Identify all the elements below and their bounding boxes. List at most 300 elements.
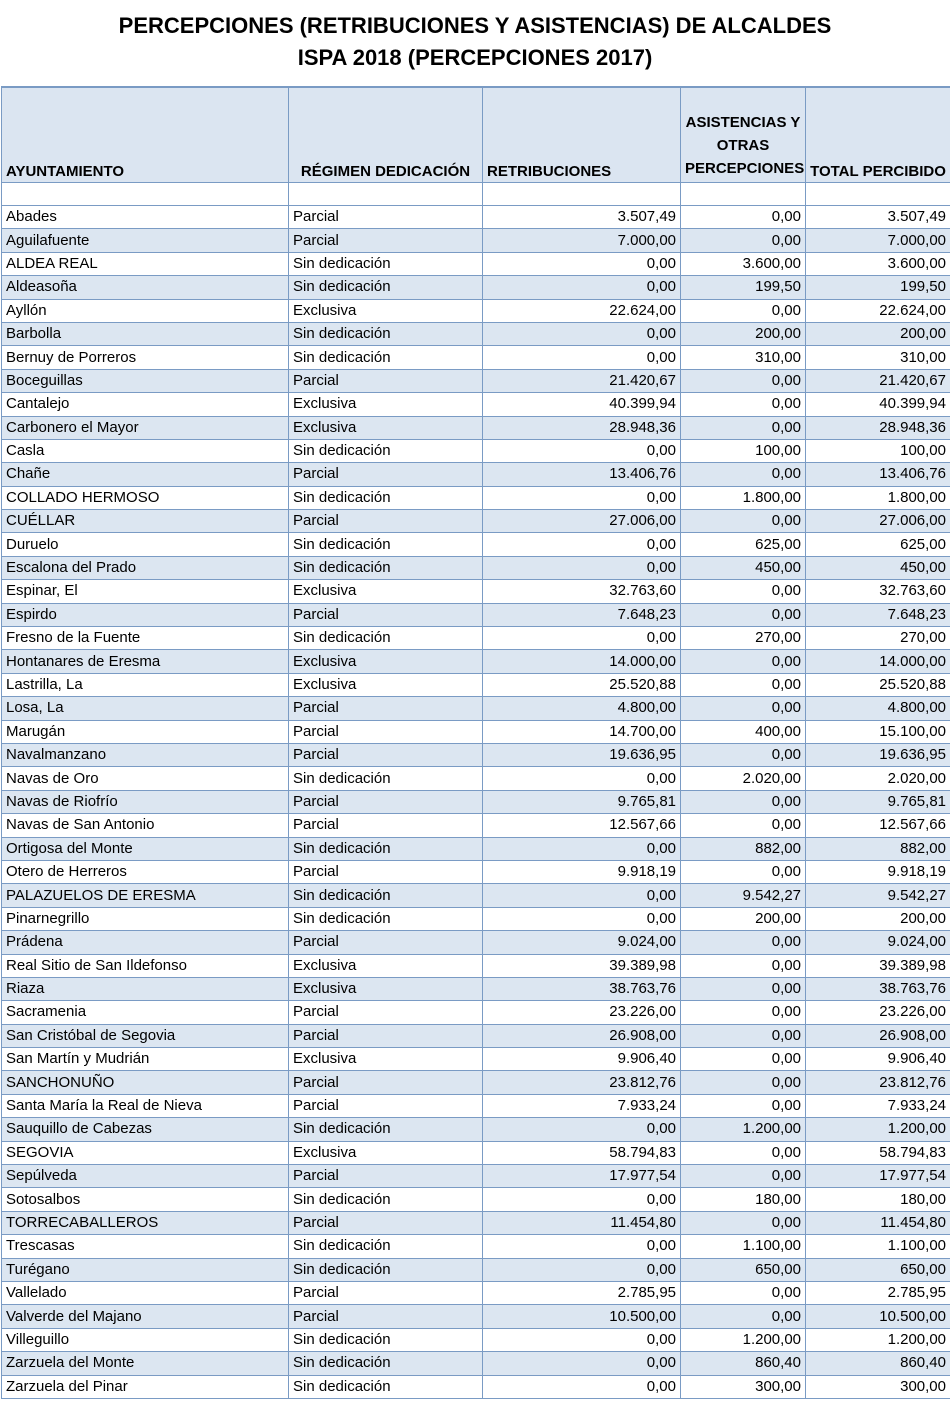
ayuntamiento-cell: Navas de San Antonio (2, 814, 289, 837)
retribuciones-cell: 9.765,81 (483, 790, 681, 813)
asistencias-cell: 1.800,00 (681, 486, 806, 509)
total-cell: 1.100,00 (806, 1235, 950, 1258)
regimen-cell: Parcial (289, 603, 483, 626)
ayuntamiento-cell: Barbolla (2, 322, 289, 345)
ayuntamiento-cell: Navas de Oro (2, 767, 289, 790)
table-row (2, 533, 950, 556)
document-subtitle: ISPA 2018 (PERCEPCIONES 2017) (297, 45, 653, 70)
retribuciones-cell: 9.024,00 (483, 931, 681, 954)
ayuntamiento-cell: Sauquillo de Cabezas (2, 1118, 289, 1141)
ayuntamiento-cell: Sotosalbos (2, 1188, 289, 1211)
retribuciones-cell: 13.406,76 (483, 463, 681, 486)
regimen-cell: Sin dedicación (289, 837, 483, 860)
asistencias-cell: 180,00 (681, 1188, 806, 1211)
total-cell: 1.800,00 (806, 486, 950, 509)
total-cell: 15.100,00 (806, 720, 950, 743)
table-row (2, 1328, 950, 1351)
table-row (2, 767, 950, 790)
asistencias-cell: 0,00 (681, 814, 806, 837)
asistencias-cell: 0,00 (681, 229, 806, 252)
table-row (2, 720, 950, 743)
asistencias-cell: 0,00 (681, 860, 806, 883)
ayuntamiento-cell: Chañe (2, 463, 289, 486)
regimen-cell: Sin dedicación (289, 1118, 483, 1141)
table-spacer-row (2, 183, 950, 206)
asistencias-cell: 0,00 (681, 697, 806, 720)
table-row (2, 1001, 950, 1024)
regimen-cell: Sin dedicación (289, 276, 483, 299)
asistencias-cell: 0,00 (681, 603, 806, 626)
asistencias-cell: 300,00 (681, 1375, 806, 1398)
regimen-cell: Parcial (289, 1024, 483, 1047)
asistencias-cell: 9.542,27 (681, 884, 806, 907)
retribuciones-cell: 27.006,00 (483, 510, 681, 533)
regimen-cell: Sin dedicación (289, 556, 483, 579)
table-row (2, 1071, 950, 1094)
total-cell: 882,00 (806, 837, 950, 860)
total-cell: 19.636,95 (806, 743, 950, 766)
regimen-cell: Parcial (289, 1305, 483, 1328)
retribuciones-cell: 0,00 (483, 486, 681, 509)
regimen-cell: Parcial (289, 790, 483, 813)
table-row (2, 1258, 950, 1281)
table-row (2, 650, 950, 673)
retribuciones-cell: 4.800,00 (483, 697, 681, 720)
ayuntamiento-cell: Espinar, El (2, 580, 289, 603)
total-cell: 310,00 (806, 346, 950, 369)
total-cell: 40.399,94 (806, 393, 950, 416)
regimen-cell: Parcial (289, 697, 483, 720)
total-cell: 39.389,98 (806, 954, 950, 977)
asistencias-cell: 0,00 (681, 463, 806, 486)
retribuciones-cell: 22.624,00 (483, 299, 681, 322)
ayuntamiento-cell: Valverde del Majano (2, 1305, 289, 1328)
table-row (2, 884, 950, 907)
regimen-cell: Exclusiva (289, 650, 483, 673)
regimen-cell: Parcial (289, 1165, 483, 1188)
ayuntamiento-cell: Sepúlveda (2, 1165, 289, 1188)
regimen-cell: Exclusiva (289, 299, 483, 322)
ayuntamiento-cell: Espirdo (2, 603, 289, 626)
retribuciones-cell: 0,00 (483, 1328, 681, 1351)
table-row (2, 486, 950, 509)
ayuntamiento-cell: COLLADO HERMOSO (2, 486, 289, 509)
table-row (2, 603, 950, 626)
asistencias-cell: 100,00 (681, 439, 806, 462)
table-row (2, 977, 950, 1000)
ayuntamiento-cell: Riaza (2, 977, 289, 1000)
ayuntamiento-cell: Real Sitio de San Ildefonso (2, 954, 289, 977)
ayuntamiento-cell: Zarzuela del Pinar (2, 1375, 289, 1398)
total-cell: 1.200,00 (806, 1328, 950, 1351)
asistencias-cell: 3.600,00 (681, 252, 806, 275)
retribuciones-cell: 0,00 (483, 346, 681, 369)
table-row (2, 510, 950, 533)
regimen-cell: Parcial (289, 860, 483, 883)
asistencias-cell: 0,00 (681, 1048, 806, 1071)
regimen-cell: Exclusiva (289, 673, 483, 696)
asistencias-cell: 0,00 (681, 580, 806, 603)
total-cell: 199,50 (806, 276, 950, 299)
table-row (2, 837, 950, 860)
ayuntamiento-cell: SANCHONUÑO (2, 1071, 289, 1094)
retribuciones-cell: 0,00 (483, 1118, 681, 1141)
ayuntamiento-cell: Ortigosa del Monte (2, 837, 289, 860)
total-cell: 12.567,66 (806, 814, 950, 837)
retribuciones-cell: 28.948,36 (483, 416, 681, 439)
table-row (2, 1118, 950, 1141)
retribuciones-cell: 0,00 (483, 767, 681, 790)
regimen-cell: Sin dedicación (289, 322, 483, 345)
asistencias-cell: 0,00 (681, 931, 806, 954)
total-cell: 300,00 (806, 1375, 950, 1398)
asistencias-cell: 0,00 (681, 1094, 806, 1117)
regimen-cell: Sin dedicación (289, 767, 483, 790)
retribuciones-cell: 17.977,54 (483, 1165, 681, 1188)
retribuciones-cell: 26.908,00 (483, 1024, 681, 1047)
retribuciones-cell: 10.500,00 (483, 1305, 681, 1328)
ayuntamiento-cell: Cantalejo (2, 393, 289, 416)
asistencias-cell: 0,00 (681, 790, 806, 813)
table-row (2, 954, 950, 977)
retribuciones-cell: 0,00 (483, 1258, 681, 1281)
ayuntamiento-cell: Escalona del Prado (2, 556, 289, 579)
regimen-cell: Exclusiva (289, 580, 483, 603)
total-cell: 23.226,00 (806, 1001, 950, 1024)
ayuntamiento-cell: Trescasas (2, 1235, 289, 1258)
retribuciones-cell: 14.000,00 (483, 650, 681, 673)
regimen-cell: Exclusiva (289, 393, 483, 416)
table-row (2, 463, 950, 486)
regimen-cell: Parcial (289, 229, 483, 252)
table-body (2, 183, 950, 1399)
asistencias-cell: 0,00 (681, 369, 806, 392)
retribuciones-cell: 0,00 (483, 907, 681, 930)
asistencias-cell: 0,00 (681, 1165, 806, 1188)
ayuntamiento-cell: Prádena (2, 931, 289, 954)
table-row (2, 743, 950, 766)
total-cell: 26.908,00 (806, 1024, 950, 1047)
table-row (2, 627, 950, 650)
retribuciones-cell: 0,00 (483, 252, 681, 275)
asistencias-cell: 200,00 (681, 322, 806, 345)
ayuntamiento-cell: Carbonero el Mayor (2, 416, 289, 439)
ayuntamiento-cell: ALDEA REAL (2, 252, 289, 275)
regimen-cell: Sin dedicación (289, 1328, 483, 1351)
table-row (2, 1211, 950, 1234)
ayuntamiento-cell: Marugán (2, 720, 289, 743)
retribuciones-cell: 23.812,76 (483, 1071, 681, 1094)
retribuciones-cell: 25.520,88 (483, 673, 681, 696)
total-cell: 200,00 (806, 907, 950, 930)
asistencias-cell: 0,00 (681, 1211, 806, 1234)
ayuntamiento-cell: Santa María la Real de Nieva (2, 1094, 289, 1117)
table-header-row (2, 87, 950, 183)
column-header-regimen: RÉGIMEN DEDICACIÓN (289, 87, 483, 183)
regimen-cell: Parcial (289, 1281, 483, 1304)
regimen-cell: Parcial (289, 1094, 483, 1117)
regimen-cell: Parcial (289, 1001, 483, 1024)
retribuciones-cell: 0,00 (483, 276, 681, 299)
asistencias-cell: 860,40 (681, 1352, 806, 1375)
regimen-cell: Exclusiva (289, 954, 483, 977)
regimen-cell: Exclusiva (289, 416, 483, 439)
table-row (2, 814, 950, 837)
regimen-cell: Parcial (289, 510, 483, 533)
retribuciones-cell: 40.399,94 (483, 393, 681, 416)
ayuntamiento-cell: Abades (2, 206, 289, 229)
total-cell: 7.000,00 (806, 229, 950, 252)
table-row (2, 673, 950, 696)
retribuciones-cell: 0,00 (483, 837, 681, 860)
retribuciones-cell: 9.918,19 (483, 860, 681, 883)
total-cell: 1.200,00 (806, 1118, 950, 1141)
asistencias-cell: 310,00 (681, 346, 806, 369)
retribuciones-cell: 38.763,76 (483, 977, 681, 1000)
total-cell: 180,00 (806, 1188, 950, 1211)
regimen-cell: Parcial (289, 1211, 483, 1234)
retribuciones-cell: 32.763,60 (483, 580, 681, 603)
retribuciones-cell: 7.933,24 (483, 1094, 681, 1117)
retribuciones-cell: 7.648,23 (483, 603, 681, 626)
retribuciones-cell: 7.000,00 (483, 229, 681, 252)
ayuntamiento-cell: Pinarnegrillo (2, 907, 289, 930)
table-row (2, 1188, 950, 1211)
regimen-cell: Parcial (289, 814, 483, 837)
asistencias-cell: 0,00 (681, 299, 806, 322)
retribuciones-cell: 19.636,95 (483, 743, 681, 766)
table-row (2, 580, 950, 603)
ayuntamiento-cell: Fresno de la Fuente (2, 627, 289, 650)
table-row (2, 299, 950, 322)
ayuntamiento-cell: Sacramenia (2, 1001, 289, 1024)
table-row (2, 1235, 950, 1258)
regimen-cell: Exclusiva (289, 1048, 483, 1071)
table-row (2, 1305, 950, 1328)
regimen-cell: Exclusiva (289, 1141, 483, 1164)
total-cell: 13.406,76 (806, 463, 950, 486)
asistencias-cell: 0,00 (681, 206, 806, 229)
total-cell: 10.500,00 (806, 1305, 950, 1328)
regimen-cell: Sin dedicación (289, 486, 483, 509)
ayuntamiento-cell: Vallelado (2, 1281, 289, 1304)
retribuciones-cell: 23.226,00 (483, 1001, 681, 1024)
asistencias-cell: 270,00 (681, 627, 806, 650)
asistencias-cell: 650,00 (681, 1258, 806, 1281)
total-cell: 25.520,88 (806, 673, 950, 696)
total-cell: 38.763,76 (806, 977, 950, 1000)
asistencias-cell: 0,00 (681, 977, 806, 1000)
regimen-cell: Parcial (289, 369, 483, 392)
regimen-cell: Sin dedicación (289, 439, 483, 462)
total-cell: 21.420,67 (806, 369, 950, 392)
retribuciones-cell: 2.785,95 (483, 1281, 681, 1304)
table-row (2, 556, 950, 579)
ayuntamiento-cell: Navas de Riofrío (2, 790, 289, 813)
retribuciones-cell: 0,00 (483, 322, 681, 345)
asistencias-cell: 0,00 (681, 1305, 806, 1328)
total-cell: 2.785,95 (806, 1281, 950, 1304)
ayuntamiento-cell: Otero de Herreros (2, 860, 289, 883)
regimen-cell: Sin dedicación (289, 346, 483, 369)
regimen-cell: Parcial (289, 720, 483, 743)
regimen-cell: Parcial (289, 206, 483, 229)
regimen-cell: Sin dedicación (289, 627, 483, 650)
table-row (2, 697, 950, 720)
total-cell: 14.000,00 (806, 650, 950, 673)
column-header-ayuntamiento: AYUNTAMIENTO (2, 87, 289, 183)
regimen-cell: Exclusiva (289, 977, 483, 1000)
asistencias-cell: 450,00 (681, 556, 806, 579)
column-header-total: TOTAL PERCIBIDO (806, 87, 950, 183)
retribuciones-cell: 0,00 (483, 439, 681, 462)
total-cell: 7.648,23 (806, 603, 950, 626)
table-row (2, 276, 950, 299)
total-cell: 23.812,76 (806, 1071, 950, 1094)
regimen-cell: Parcial (289, 463, 483, 486)
table-row (2, 369, 950, 392)
ayuntamiento-cell: Duruelo (2, 533, 289, 556)
total-cell: 2.020,00 (806, 767, 950, 790)
retribuciones-cell: 9.906,40 (483, 1048, 681, 1071)
regimen-cell: Sin dedicación (289, 533, 483, 556)
total-cell: 100,00 (806, 439, 950, 462)
asistencias-cell: 882,00 (681, 837, 806, 860)
ayuntamiento-cell: Villeguillo (2, 1328, 289, 1351)
table-row (2, 206, 950, 229)
document-title-block (0, 0, 950, 86)
regimen-cell: Parcial (289, 743, 483, 766)
total-cell: 9.918,19 (806, 860, 950, 883)
asistencias-cell: 0,00 (681, 1024, 806, 1047)
ayuntamiento-cell: Aldeasoña (2, 276, 289, 299)
alcaldes-percepciones-table (1, 86, 950, 1399)
retribuciones-cell: 21.420,67 (483, 369, 681, 392)
total-cell: 17.977,54 (806, 1165, 950, 1188)
retribuciones-cell: 14.700,00 (483, 720, 681, 743)
asistencias-cell: 0,00 (681, 510, 806, 533)
asistencias-cell: 0,00 (681, 673, 806, 696)
retribuciones-cell: 0,00 (483, 1352, 681, 1375)
asistencias-cell: 0,00 (681, 743, 806, 766)
ayuntamiento-cell: Lastrilla, La (2, 673, 289, 696)
table-row (2, 1281, 950, 1304)
ayuntamiento-cell: Boceguillas (2, 369, 289, 392)
retribuciones-cell: 12.567,66 (483, 814, 681, 837)
table-row (2, 229, 950, 252)
ayuntamiento-cell: Ayllón (2, 299, 289, 322)
table-row (2, 1141, 950, 1164)
asistencias-cell: 0,00 (681, 1141, 806, 1164)
retribuciones-cell: 0,00 (483, 1188, 681, 1211)
retribuciones-cell: 0,00 (483, 627, 681, 650)
total-cell: 200,00 (806, 322, 950, 345)
table-row (2, 1352, 950, 1375)
total-cell: 7.933,24 (806, 1094, 950, 1117)
table-row (2, 860, 950, 883)
total-cell: 625,00 (806, 533, 950, 556)
table-row (2, 790, 950, 813)
asistencias-cell: 400,00 (681, 720, 806, 743)
asistencias-cell: 1.200,00 (681, 1328, 806, 1351)
retribuciones-cell: 0,00 (483, 533, 681, 556)
table-row (2, 439, 950, 462)
total-cell: 22.624,00 (806, 299, 950, 322)
total-cell: 860,40 (806, 1352, 950, 1375)
asistencias-cell: 0,00 (681, 954, 806, 977)
table-row (2, 1375, 950, 1398)
ayuntamiento-cell: Bernuy de Porreros (2, 346, 289, 369)
total-cell: 3.507,49 (806, 206, 950, 229)
asistencias-cell: 1.200,00 (681, 1118, 806, 1141)
asistencias-cell: 199,50 (681, 276, 806, 299)
table-row (2, 393, 950, 416)
asistencias-cell: 0,00 (681, 1281, 806, 1304)
regimen-cell: Sin dedicación (289, 1352, 483, 1375)
regimen-cell: Sin dedicación (289, 884, 483, 907)
total-cell: 32.763,60 (806, 580, 950, 603)
regimen-cell: Sin dedicación (289, 907, 483, 930)
regimen-cell: Sin dedicación (289, 1188, 483, 1211)
table-row (2, 252, 950, 275)
asistencias-cell: 0,00 (681, 416, 806, 439)
total-cell: 11.454,80 (806, 1211, 950, 1234)
ayuntamiento-cell: Casla (2, 439, 289, 462)
table-row (2, 931, 950, 954)
regimen-cell: Sin dedicación (289, 252, 483, 275)
column-header-asistencias: ASISTENCIAS Y OTRAS PERCEPCIONES (681, 87, 806, 183)
table-row (2, 1048, 950, 1071)
retribuciones-cell: 3.507,49 (483, 206, 681, 229)
regimen-cell: Sin dedicación (289, 1375, 483, 1398)
total-cell: 3.600,00 (806, 252, 950, 275)
regimen-cell: Parcial (289, 1071, 483, 1094)
ayuntamiento-cell: Navalmanzano (2, 743, 289, 766)
total-cell: 270,00 (806, 627, 950, 650)
table-row (2, 907, 950, 930)
total-cell: 4.800,00 (806, 697, 950, 720)
ayuntamiento-cell: Zarzuela del Monte (2, 1352, 289, 1375)
total-cell: 9.765,81 (806, 790, 950, 813)
total-cell: 450,00 (806, 556, 950, 579)
regimen-cell: Sin dedicación (289, 1258, 483, 1281)
asistencias-cell: 200,00 (681, 907, 806, 930)
retribuciones-cell: 11.454,80 (483, 1211, 681, 1234)
retribuciones-cell: 0,00 (483, 1375, 681, 1398)
retribuciones-cell: 39.389,98 (483, 954, 681, 977)
ayuntamiento-cell: Losa, La (2, 697, 289, 720)
retribuciones-cell: 0,00 (483, 1235, 681, 1258)
asistencias-cell: 1.100,00 (681, 1235, 806, 1258)
ayuntamiento-cell: TORRECABALLEROS (2, 1211, 289, 1234)
total-cell: 28.948,36 (806, 416, 950, 439)
total-cell: 650,00 (806, 1258, 950, 1281)
table-row (2, 1094, 950, 1117)
asistencias-cell: 0,00 (681, 650, 806, 673)
regimen-cell: Sin dedicación (289, 1235, 483, 1258)
table-row (2, 322, 950, 345)
total-cell: 58.794,83 (806, 1141, 950, 1164)
column-header-retribuciones: RETRIBUCIONES (483, 87, 681, 183)
table-row (2, 1165, 950, 1188)
table-row (2, 416, 950, 439)
ayuntamiento-cell: SEGOVIA (2, 1141, 289, 1164)
retribuciones-cell: 0,00 (483, 556, 681, 579)
regimen-cell: Parcial (289, 931, 483, 954)
ayuntamiento-cell: Aguilafuente (2, 229, 289, 252)
document-title: PERCEPCIONES (RETRIBUCIONES Y ASISTENCIAS) DE ALCALDES (118, 13, 832, 38)
retribuciones-cell: 58.794,83 (483, 1141, 681, 1164)
